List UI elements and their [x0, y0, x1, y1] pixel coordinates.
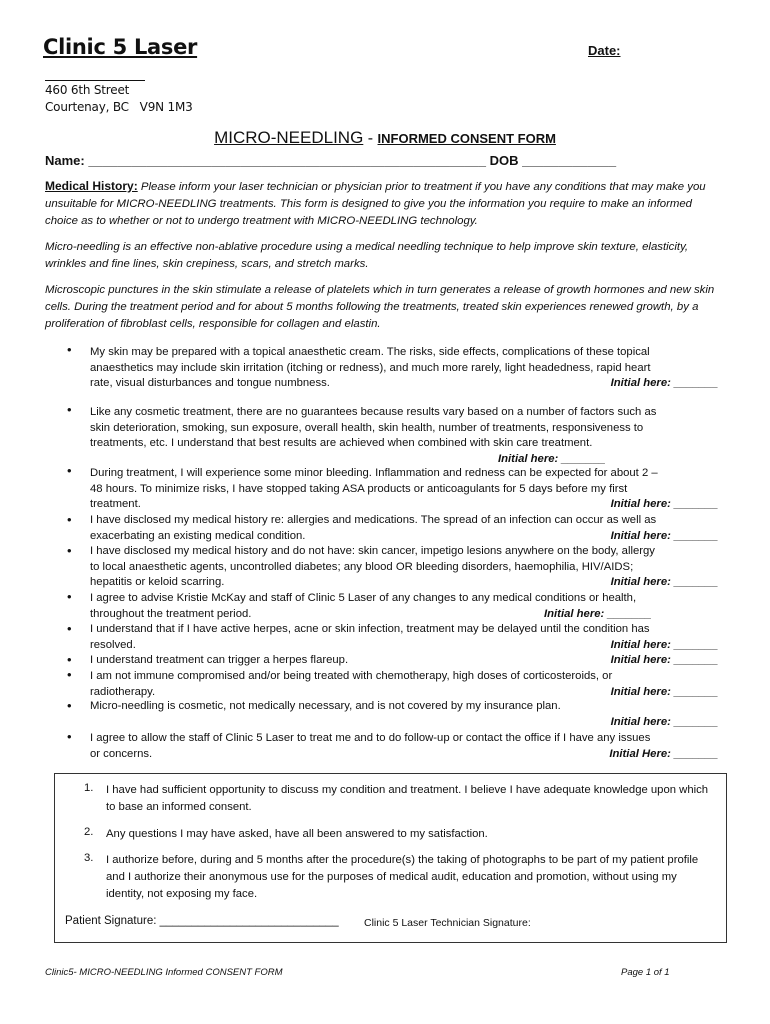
item-line: During treatment, I will experience some minor bleeding. Inflammation and redness can be expected for about 2 –: [90, 467, 658, 479]
medical-history-heading: Medical History:: [45, 179, 138, 193]
consent-number: 2.: [84, 826, 94, 838]
item-line: rate, visual disturbances and tongue numbness.: [90, 377, 330, 390]
item-line: exacerbating an existing medical condition.: [90, 529, 306, 542]
consent-item: [90, 544, 718, 591]
name-label: Name:: [45, 153, 85, 168]
item-line: I agree to advise Kristie McKay and staff of Clinic 5 Laser of any changes to any medical conditions or health,: [90, 592, 637, 604]
address-divider: [45, 80, 145, 81]
initial-field[interactable]: Initial here: _______: [610, 685, 718, 698]
consent-statement: Any questions I may have asked, have all been answered to my satisfaction.: [106, 828, 488, 840]
consent-item: [90, 653, 718, 669]
item-line: anaesthetics may include skin irritation (itching or redness), and much more rarely, light headedness, rapid heart: [90, 361, 651, 374]
bullet-icon: •: [67, 589, 72, 604]
item-line: hepatitis or keloid scarring.: [90, 576, 225, 589]
bullet-icon: •: [67, 342, 72, 357]
bullet-icon: •: [67, 667, 72, 682]
footer-form-name: Clinic5- MICRO-NEEDLING Informed CONSENT FORM: [45, 967, 283, 978]
consent-item: [90, 622, 718, 653]
item-line: throughout the treatment period.: [90, 607, 252, 620]
consent-item: [90, 699, 718, 730]
item-line: treatment.: [90, 498, 141, 511]
bullet-icon: •: [67, 402, 72, 417]
medical-history-text: Please inform your laser technician or physician prior to treatment if you have any conditions that may make you unsuitable for MICRO-NEEDLING treatments. This form is designed to give you the information you require to make an informed choice as to whether or not to undergo treatment with MICRO-NEEDLING technology.: [45, 181, 706, 227]
address-street: 460 6th Street: [45, 83, 130, 97]
item-line: resolved.: [90, 638, 136, 651]
item-line: I have disclosed my medical history re: allergies and medications. The spread of an infection can occur as well as: [90, 514, 657, 526]
initial-field[interactable]: Initial here: _______: [610, 377, 718, 390]
consent-item: [90, 513, 718, 544]
consent-number: 3.: [84, 852, 94, 864]
form-title: [0, 128, 770, 148]
bullet-icon: •: [67, 729, 72, 744]
item-line: I understand that if I have active herpes, acne or skin infection, treatment may be delayed until the condition has: [90, 623, 650, 635]
item-line: radiotherapy.: [90, 685, 156, 698]
initial-field[interactable]: Initial here: _______: [610, 638, 718, 651]
item-line: I am not immune compromised and/or being treated with chemotherapy, high doses of corticosteroids, or: [90, 670, 613, 682]
patient-signature-field[interactable]: Patient Signature: ____________________________: [65, 915, 339, 927]
address-city: Courtenay, BC V9N 1M3: [45, 100, 193, 114]
name-field[interactable]: _______________________________________________________: [84, 153, 487, 168]
consent-item: [90, 669, 718, 700]
bullet-icon: •: [67, 621, 72, 636]
consent-item: [90, 405, 718, 467]
form-title-separator: -: [363, 130, 378, 147]
bullet-icon: •: [67, 463, 72, 478]
form-title-sub: INFORMED CONSENT FORM: [377, 131, 556, 146]
dob-label: DOB: [486, 153, 519, 168]
intro-paragraph-3: Microscopic punctures in the skin stimulate a release of platelets which in turn generates a release of growth hormones and new skin cells. During the treatment period and for about 5 months following the treatments, treated skin experiences renewed growth, by a proliferation of fibroblast cells, responsible for collagen and elastin.: [45, 284, 715, 330]
consent-item: [90, 345, 718, 392]
item-line: skin deterioration, smoking, sun exposure, overall health, skin health, number of treatments, responsiveness to: [90, 421, 644, 434]
consent-item: [90, 466, 718, 513]
item-line: Like any cosmetic treatment, there are no guarantees because results vary based on a number of factors such as: [90, 406, 657, 418]
item-line: I agree to allow the staff of Clinic 5 Laser to treat me and to do follow-up or contact the office if I have any issues: [90, 732, 651, 744]
item-line: 48 hours. To minimize risks, I have stopped taking ASA products or anticoagulants for 5 days before my first: [90, 482, 628, 495]
initial-field[interactable]: Initial here: _______: [610, 529, 718, 542]
technician-signature-field[interactable]: Clinic 5 Laser Technician Signature:: [364, 917, 531, 929]
item-line: or concerns.: [90, 747, 153, 760]
clinic-name: Clinic 5 Laser: [43, 35, 198, 59]
initial-field[interactable]: Initial here: _______: [498, 452, 606, 465]
initial-field[interactable]: Initial here: _______: [610, 715, 718, 728]
initial-field[interactable]: Initial here: _______: [544, 607, 652, 620]
item-line: Micro-needling is cosmetic, not medically necessary, and is not covered by my insurance plan.: [90, 700, 561, 712]
item-line: I understand treatment can trigger a herpes flareup.: [90, 654, 349, 666]
consent-number: 1.: [84, 782, 94, 794]
intro-paragraph-2: Micro-needling is an effective non-ablative procedure using a medical needling technique to help improve skin texture, elasticity, wrinkles and fine lines, skin crepiness, scars, and stretch marks.: [45, 241, 689, 270]
bullet-icon: •: [67, 543, 72, 558]
consent-statement: I authorize before, during and 5 months after the procedure(s) the taking of photographs to be part of my patient profile and I authorize their anonymous use for the purposes of medical audit, education and promotion, without using my identity, not exposing my face.: [106, 854, 699, 900]
initial-field[interactable]: Initial here: _______: [610, 576, 718, 589]
form-title-main: MICRO-NEEDLING: [214, 128, 364, 147]
consent-item: [90, 591, 718, 622]
initial-field[interactable]: Initial here: _______: [610, 498, 718, 511]
bullet-icon: •: [67, 512, 72, 527]
footer-page-number: Page 1 of 1: [621, 967, 670, 978]
initial-field[interactable]: Initial Here: _______: [609, 747, 718, 760]
consent-statement: I have had sufficient opportunity to discuss my condition and treatment. I believe I have adequate knowledge upon which to base an informed consent.: [106, 784, 709, 813]
name-dob-row: [45, 153, 616, 168]
item-line: I have disclosed my medical history and do not have: skin cancer, impetigo lesions anywhere on the body, allergy: [90, 545, 655, 557]
item-line: to local anaesthetic agents, uncontrolled diabetes; any blood OR bleeding disorders, haemophilia, HIV/AIDS;: [90, 560, 634, 573]
dob-field[interactable]: _____________: [518, 153, 617, 168]
bullet-icon: •: [67, 698, 72, 713]
bullet-icon: •: [67, 652, 72, 667]
consent-item: [90, 731, 718, 762]
initial-field[interactable]: Initial here: _______: [610, 654, 718, 666]
item-line: My skin may be prepared with a topical anaesthetic cream. The risks, side effects, complications of these topical: [90, 346, 650, 358]
item-line: treatments, etc. I understand that best results are achieved when combined with skin care treatment.: [90, 437, 593, 450]
medical-history-paragraph: [45, 178, 725, 230]
date-label: Date:: [588, 43, 621, 58]
